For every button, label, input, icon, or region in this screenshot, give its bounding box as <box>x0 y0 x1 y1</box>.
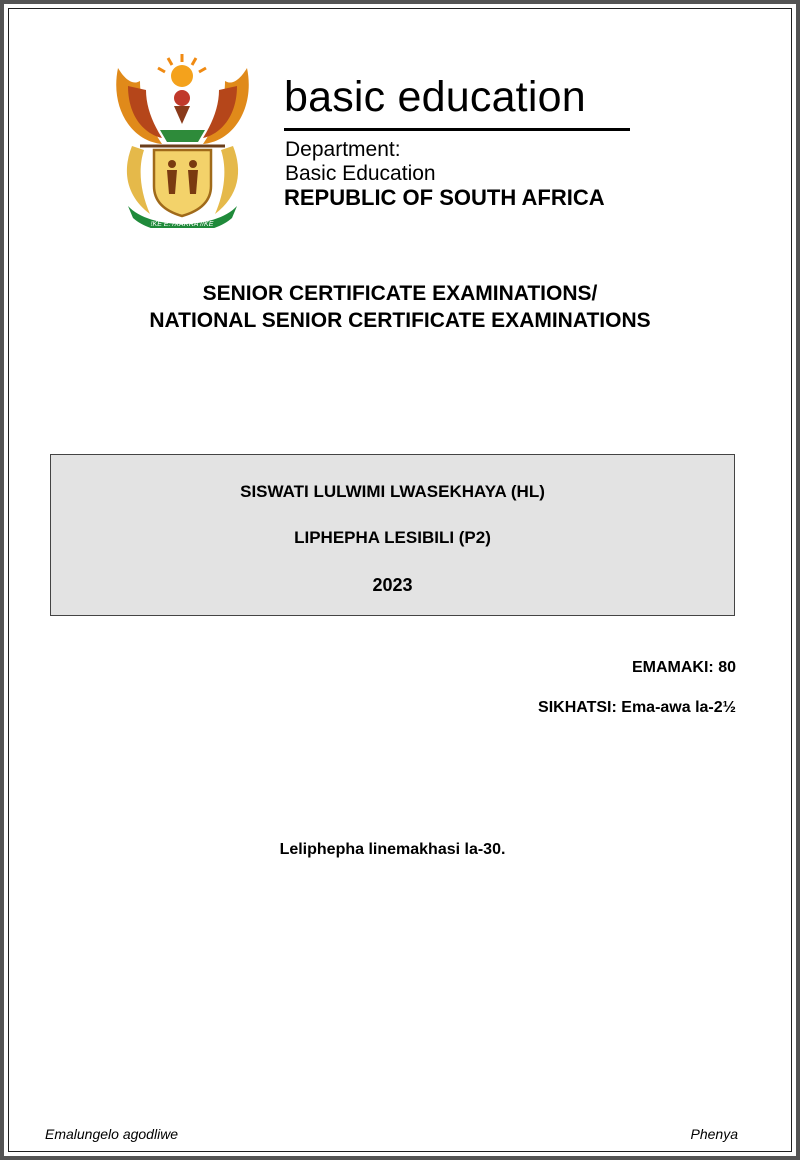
exam-heading-line2: NATIONAL SENIOR CERTIFICATE EXAMINATIONS <box>149 309 651 332</box>
department-name: Basic Education <box>285 162 436 185</box>
exam-year: 2023 <box>372 575 413 595</box>
page-count-note: Leliphepha linemakhasi la-30. <box>279 841 506 858</box>
footer-copyright: Emalungelo agodliwe <box>45 1126 179 1142</box>
south-africa-coat-of-arms-icon <box>110 46 255 228</box>
subject-title: SISWATI LULWIMI LWASEKHAYA (HL) <box>240 482 545 501</box>
brand-underline <box>284 128 630 131</box>
exam-heading-line1: SENIOR CERTIFICATE EXAMINATIONS/ <box>202 282 598 305</box>
paper-title: LIPHEPHA LESIBILI (P2) <box>294 528 491 547</box>
subject-box <box>50 454 735 616</box>
footer-turn-over: Phenya <box>690 1126 738 1142</box>
department-label: Department: <box>285 138 401 161</box>
country-name: REPUBLIC OF SOUTH AFRICA <box>284 185 605 210</box>
exam-duration: SIKHATSI: Ema-awa la-2½ <box>538 699 736 716</box>
brand-title: basic education <box>284 73 586 121</box>
svg-text:!KE E: /XARRA //KE: !KE E: /XARRA //KE <box>150 221 214 228</box>
sun-icon <box>158 54 206 87</box>
total-marks: EMAMAKI: 80 <box>631 659 736 676</box>
